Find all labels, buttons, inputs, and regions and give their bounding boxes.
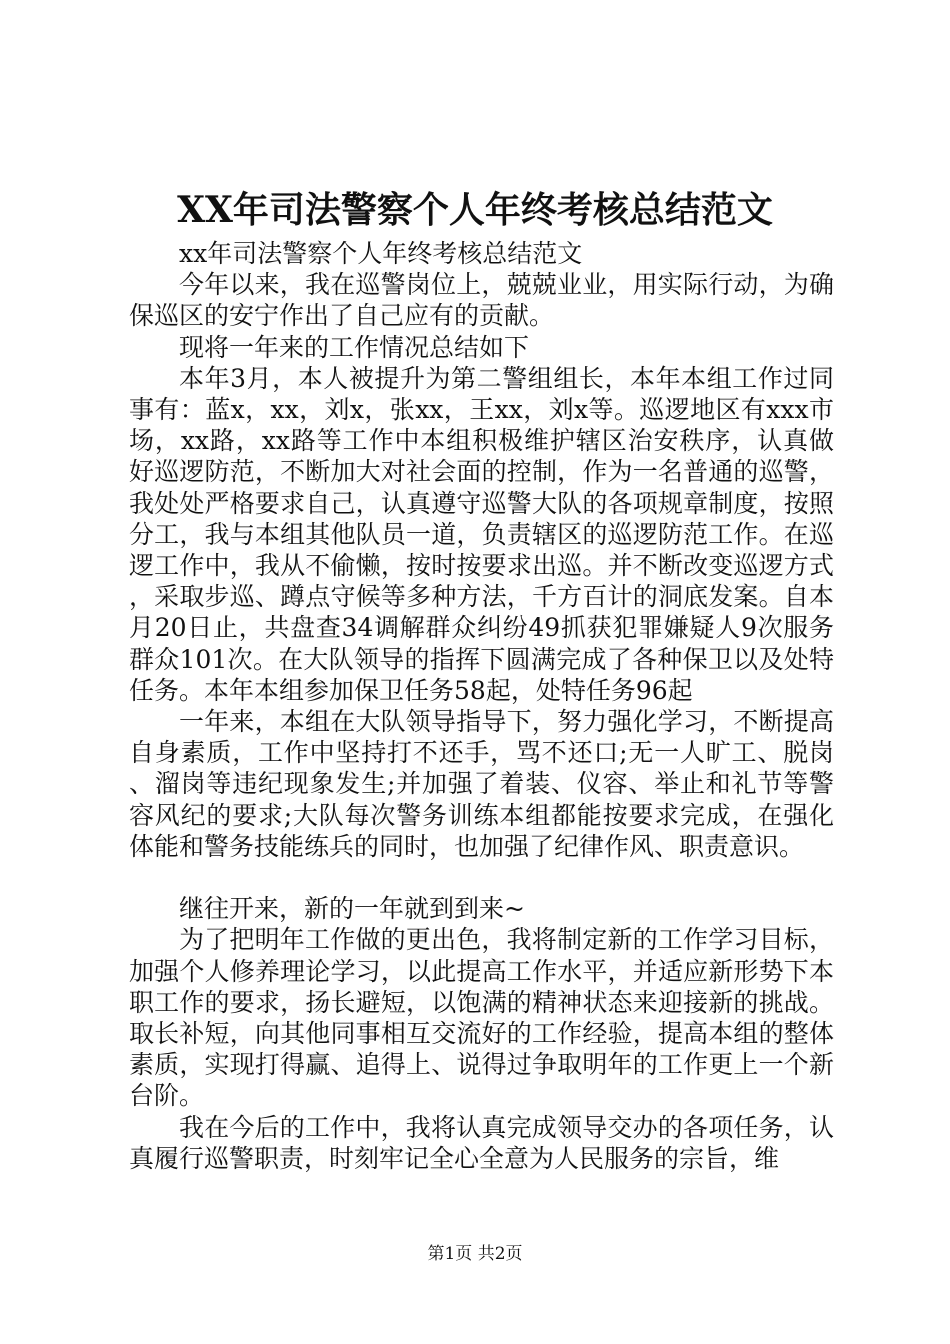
document-body [129,238,834,1174]
paragraph-gap [129,862,834,893]
paragraph-work-details: 本年3月，本人被提升为第二警组组长，本年本组工作过同事有：蓝x，xx，刘x，张xx，王xx，刘x等。巡逻地区有xxx市场，xx路，xx路等工作中本组积极维护辖区治安秩序，认真做好巡逻防范，不断加大对社会面的控制，作为一名普通的巡警，我处处严格要求自己，认真遵守巡警大队的各项规章制度，按照分工，我与本组其他队员一道，负责辖区的巡逻防范工作。在巡逻工作中，我从不偷懒，按时按要求出巡。并不断改变巡逻方式，采取步巡、蹲点守候等多种方法，千方百计的洞底发案。自本月20日止，共盘查34调解群众纠纷49抓获犯罪嫌疑人9次服务群众101次。在大队领导的指挥下圆满完成了各种保卫以及处特任务。本年本组参加保卫任务58起，处特任务96起 [129,363,834,705]
document-title: XX年司法警察个人年终考核总结范文 [177,189,773,231]
page-number: 第1页 共2页 [427,1244,523,1264]
paragraph-goals: 为了把明年工作做的更出色，我将制定新的工作学习目标，加强个人修养理论学习，以此提高工作水平，并适应新形势下本职工作的要求，扬长避短，以饱满的精神状态来迎接新的挑战。取长补短，向其他同事相互交流好的工作经验，提高本组的整体素质，实现打得赢、追得上、说得过争取明年的工作更上一个新台阶。 [129,925,834,1111]
paragraph-discipline: 一年来，本组在大队领导指导下，努力强化学习，不断提高自身素质，工作中坚持打不还手，骂不还口;无一人旷工、脱岗、溜岗等违纪现象发生;并加强了着装、仪容、举止和礼节等警容风纪的要求;大队每次警务训练本组都能按要求完成，在强化体能和警务技能练兵的同时，也加强了纪律作风、职责意识。 [129,707,834,861]
paragraph-summary-lead: 现将一年来的工作情况总结如下 [179,332,530,362]
paragraph-subtitle: xx年司法警察个人年终考核总结范文 [179,239,583,268]
paragraph-new-year: 继往开来，新的一年就到到来~ [179,894,525,924]
paragraph-future: 我在今后的工作中，我将认真完成领导交办的各项任务，认真履行巡警职责，时刻牢记全心全意为人民服务的宗旨，维 [129,1112,834,1173]
paragraph-intro: 今年以来，我在巡警岗位上，兢兢业业，用实际行动，为确保巡区的安宁作出了自己应有的贡献。 [129,270,834,331]
